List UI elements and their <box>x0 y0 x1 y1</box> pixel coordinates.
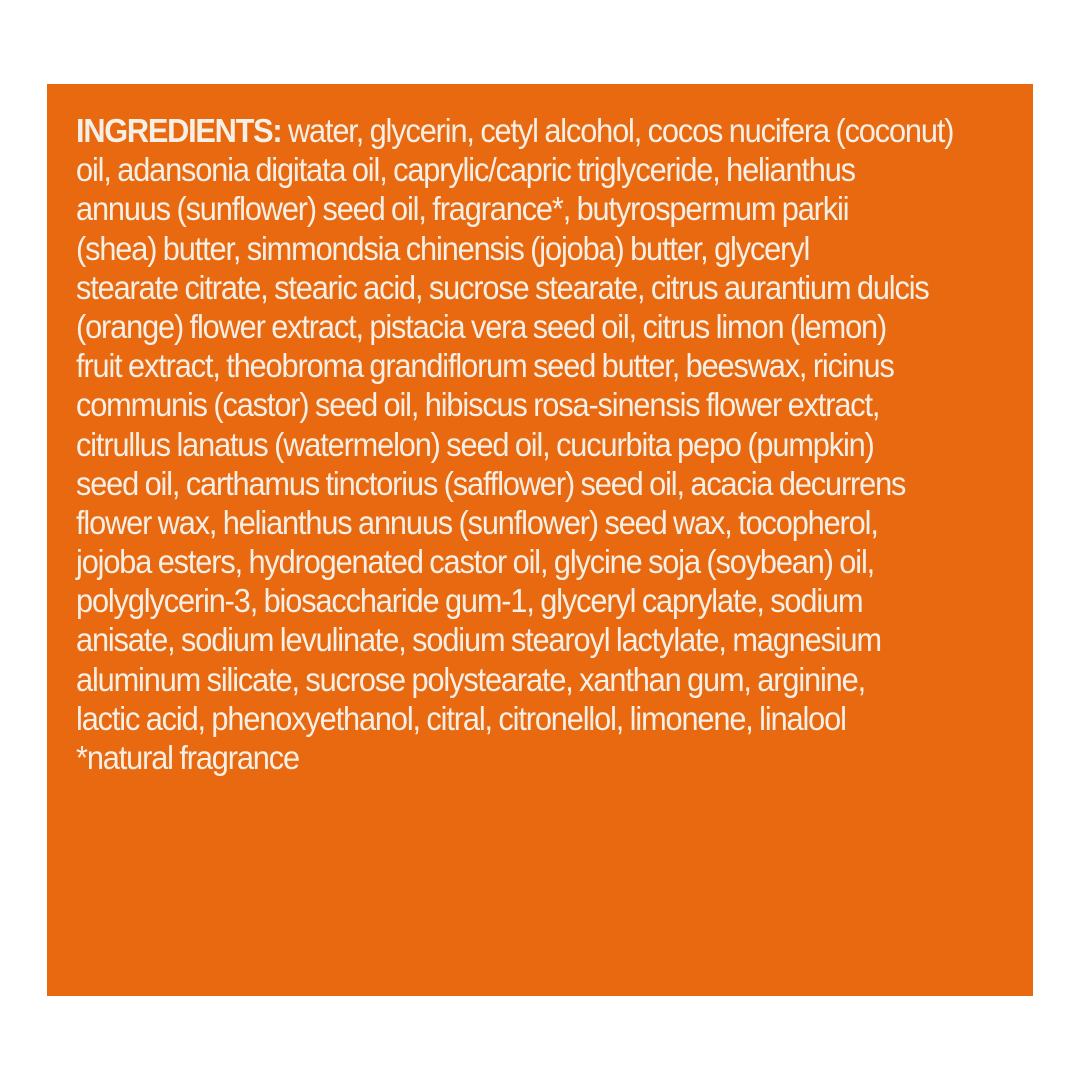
ingredients-line: anisate, sodium levulinate, sodium stearoyl lactylate, magnesium <box>76 621 881 659</box>
ingredients-line: annuus (sunflower) seed oil, fragrance*, butyrospermum parkii <box>76 190 849 228</box>
ingredients-line: flower wax, helianthus annuus (sunflower) seed wax, tocopherol, <box>76 503 878 541</box>
ingredients-text <box>76 111 960 777</box>
ingredients-line: citrullus lanatus (watermelon) seed oil, cucurbita pepo (pumpkin) <box>76 425 874 463</box>
ingredients-line: lactic acid, phenoxyethanol, citral, citronellol, limonene, linalool <box>76 699 846 737</box>
ingredients-line: stearate citrate, stearic acid, sucrose stearate, citrus aurantium dulcis <box>76 268 929 306</box>
ingredients-line: oil, adansonia digitata oil, caprylic/capric triglyceride, helianthus <box>76 151 855 189</box>
ingredients-line: (orange) flower extract, pistacia vera seed oil, citrus limon (lemon) <box>76 307 887 345</box>
ingredients-heading: INGREDIENTS: <box>76 112 282 149</box>
ingredients-line-text: water, glycerin, cetyl alcohol, cocos nucifera (coconut) <box>281 112 954 149</box>
ingredients-line: seed oil, carthamus tinctorius (safflower) seed oil, acacia decurrens <box>76 464 906 502</box>
ingredients-line: aluminum silicate, sucrose polystearate, xanthan gum, arginine, <box>76 660 866 698</box>
ingredients-line: (shea) butter, simmondsia chinensis (jojoba) butter, glyceryl <box>76 229 810 267</box>
footnote: *natural fragrance <box>76 739 299 776</box>
ingredients-line: fruit extract, theobroma grandiflorum seed butter, beeswax, ricinus <box>76 347 894 385</box>
ingredients-panel <box>47 84 1033 996</box>
ingredients-line <box>76 111 960 150</box>
ingredients-line: jojoba esters, hydrogenated castor oil, glycine soja (soybean) oil, <box>76 543 875 581</box>
ingredients-line: communis (castor) seed oil, hibiscus rosa-sinensis flower extract, <box>76 386 880 424</box>
ingredients-line: polyglycerin-3, biosaccharide gum-1, glyceryl caprylate, sodium <box>76 582 863 620</box>
